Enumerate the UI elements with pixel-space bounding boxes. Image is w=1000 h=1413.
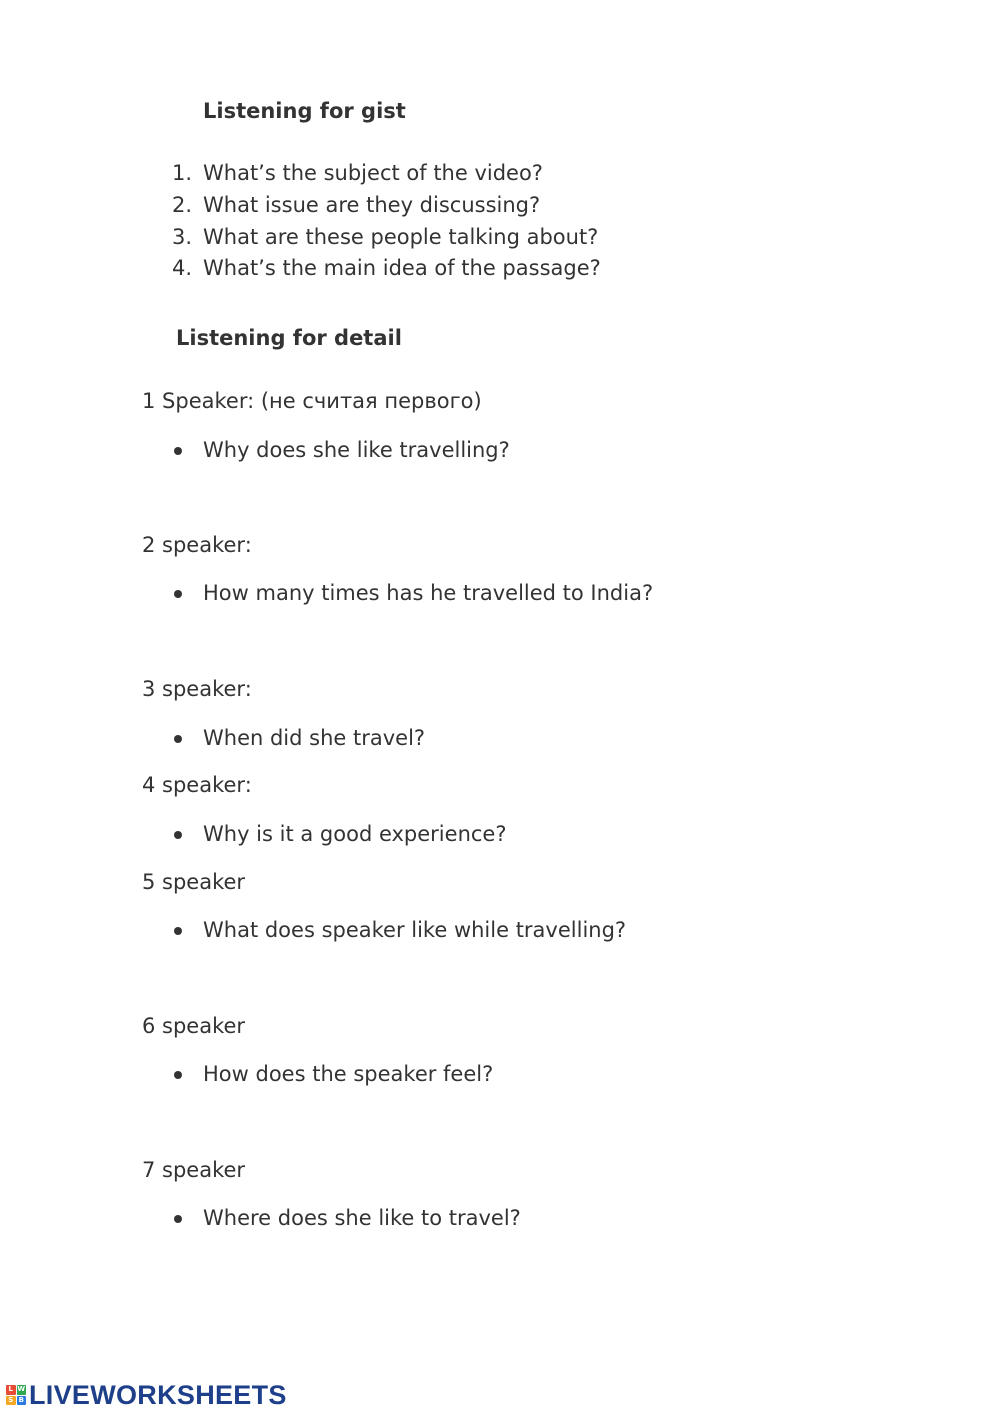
speaker-label: 2 speaker: [142,533,252,557]
speaker-label: 7 speaker [142,1158,246,1182]
speaker-label: 3 speaker: [142,677,252,701]
speaker-question: How many times has he travelled to India? [203,581,654,605]
bullet-icon [174,1071,182,1079]
gist-heading: Listening for gist [203,99,406,123]
speaker-label: 5 speaker [142,870,246,894]
speaker-label: 1 Speaker: (не считая первого) [142,389,482,413]
speaker-question: How does the speaker feel? [203,1062,494,1086]
gist-item-text: What are these people talking about? [203,225,599,249]
speaker-question: Why does she like travelling? [203,438,510,462]
speaker-question: What does speaker like while travelling? [203,918,627,942]
logo-text: LIVEWORKSHEETS [29,1379,287,1410]
speaker-question: Where does she like to travel? [203,1206,521,1230]
bullet-icon [174,590,182,598]
detail-heading: Listening for detail [176,326,402,350]
gist-item-text: What issue are they discussing? [203,193,541,217]
bullet-icon [174,927,182,935]
speaker-question: Why is it a good experience? [203,822,507,846]
bullet-icon [174,447,182,455]
bullet-icon [174,1215,182,1223]
logo-mark-icon: L W S B [6,1385,26,1405]
liveworksheets-logo[interactable] [6,1379,287,1410]
speaker-label: 4 speaker: [142,773,252,797]
gist-item-number: 3. [171,225,192,249]
gist-item-number: 1. [171,161,192,185]
gist-item-number: 4. [171,256,192,280]
speaker-question: When did she travel? [203,726,426,750]
bullet-icon [174,735,182,743]
speaker-label: 6 speaker [142,1014,246,1038]
gist-item-number: 2. [171,193,192,217]
bullet-icon [174,831,182,839]
gist-item-text: What’s the subject of the video? [203,161,543,185]
gist-item-text: What’s the main idea of the passage? [203,256,601,280]
